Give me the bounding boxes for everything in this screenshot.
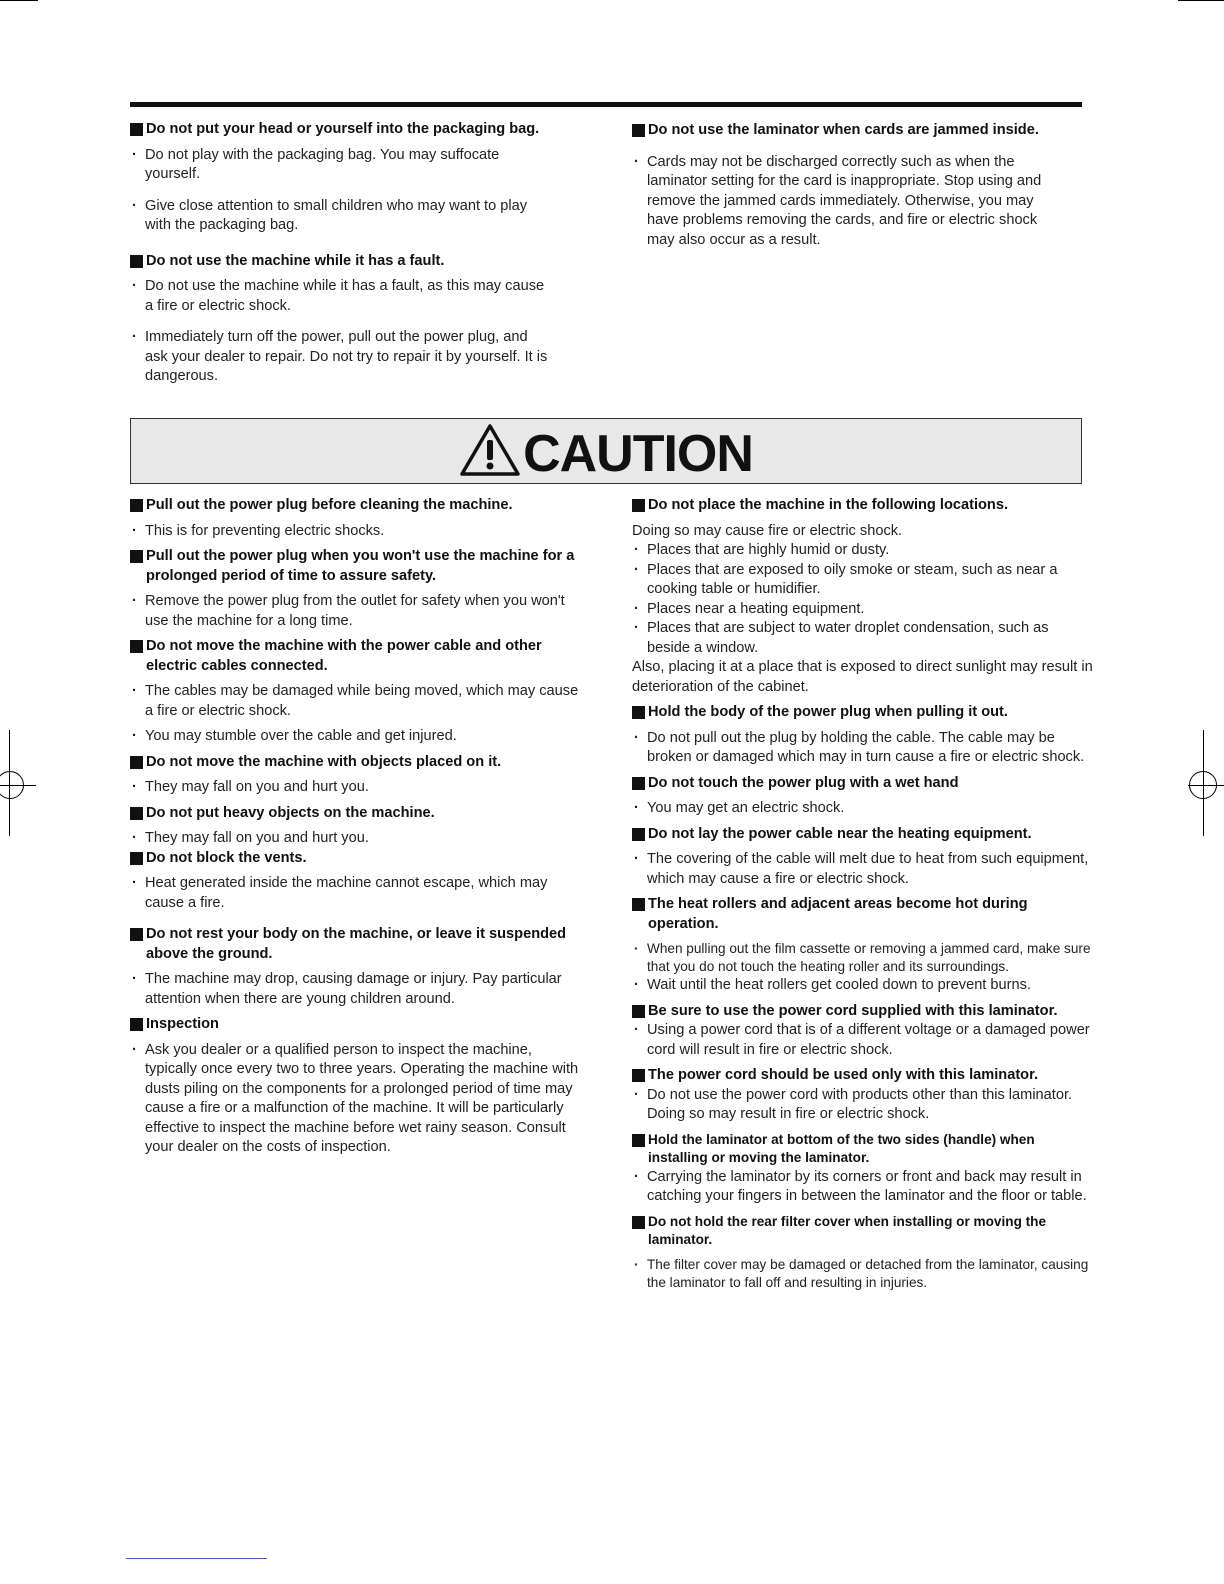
caution-left-column	[130, 496, 580, 1158]
caution-section	[130, 753, 580, 798]
section-heading: Do not rest your body on the machine, or leave it suspended above the ground.	[130, 925, 580, 964]
bullet-item: · Do not pull out the plug by holding the cable. The cable may be broken or damaged which may in turn cause a fire or electric shock.	[632, 729, 1094, 768]
warning-triangle-icon	[459, 423, 521, 477]
caution-section	[632, 1002, 1094, 1061]
bullet-item: · Do not use the power cord with products other than this laminator. Doing so may result in fire or electric shock.	[632, 1086, 1094, 1125]
square-bullet-icon	[130, 928, 143, 941]
warning-section	[632, 121, 1052, 250]
section-heading: Do not place the machine in the following locations.	[632, 496, 1094, 516]
square-bullet-icon	[632, 1005, 645, 1018]
bullet-item: · When pulling out the film cassette or removing a jammed card, make sure that you do not touch the heating roller and its surroundings.	[632, 940, 1094, 976]
bullet-item: · The cables may be damaged while being moved, which may cause a fire or electric shock.	[130, 682, 580, 721]
bullet-item: · They may fall on you and hurt you.	[130, 778, 580, 798]
outro-text: Also, placing it at a place that is exposed to direct sunlight may result in deterioration of the cabinet.	[632, 659, 1093, 695]
caution-title: CAUTION	[523, 425, 753, 483]
section-heading: Do not hold the rear filter cover when installing or moving the laminator.	[632, 1213, 1094, 1250]
bullet-item: · Using a power cord that is of a different voltage or a damaged power cord will result in fire or electric shock.	[632, 1021, 1094, 1060]
caution-section	[130, 849, 580, 914]
square-bullet-icon	[130, 123, 143, 136]
caution-banner	[130, 418, 1082, 484]
caution-section	[632, 895, 1094, 996]
square-bullet-icon	[632, 828, 645, 841]
registration-mark	[0, 771, 24, 799]
section-heading: The heat rollers and adjacent areas become hot during operation.	[632, 895, 1094, 934]
caution-section	[130, 804, 580, 849]
square-bullet-icon	[632, 898, 645, 911]
warning-section	[130, 120, 550, 236]
square-bullet-icon	[130, 1018, 143, 1031]
top-rule	[130, 102, 1082, 107]
top-left-column	[130, 120, 550, 387]
caution-section	[632, 1213, 1094, 1293]
caution-section	[130, 1015, 580, 1158]
section-heading: The power cord should be used only with this laminator.	[632, 1066, 1094, 1086]
square-bullet-icon	[632, 777, 645, 790]
bullet-item: · They may fall on you and hurt you.	[130, 829, 580, 849]
square-bullet-icon	[130, 852, 143, 865]
bullet-item: · Cards may not be discharged correctly such as when the laminator setting for the card is inappropriate. Stop using and remove the jammed cards immediately. Otherwise, you may have problems removing the cards, and fire or electric shock may also occur as a result.	[632, 153, 1052, 251]
bullet-item: · You may get an electric shock.	[632, 799, 1094, 819]
bullet-item: · Give close attention to small children who may want to play with the packaging bag.	[130, 197, 550, 236]
bullet-item: · Places that are exposed to oily smoke or steam, such as near a cooking table or humidifier.	[632, 561, 1094, 600]
square-bullet-icon	[130, 255, 143, 268]
section-heading: Do not touch the power plug with a wet hand	[632, 774, 1094, 794]
bullet-item: · The filter cover may be damaged or detached from the laminator, causing the laminator to fall off and resulting in injuries.	[632, 1256, 1094, 1293]
section-heading: Be sure to use the power cord supplied with this laminator.	[632, 1002, 1094, 1022]
section-heading: Pull out the power plug before cleaning the machine.	[130, 496, 580, 516]
crop-mark	[1178, 0, 1224, 1]
caution-section	[632, 774, 1094, 819]
caution-section	[632, 825, 1094, 890]
section-heading: Do not use the machine while it has a fault.	[130, 252, 550, 272]
square-bullet-icon	[632, 706, 645, 719]
intro-text: Doing so may cause fire or electric shock.	[632, 522, 903, 539]
section-heading: Do not move the machine with the power cable and other electric cables connected.	[130, 637, 580, 676]
square-bullet-icon	[130, 640, 143, 653]
caution-section	[130, 925, 580, 1009]
caution-right-column	[632, 496, 1094, 1293]
section-heading: Do not use the laminator when cards are jammed inside.	[632, 121, 1052, 141]
footer-rule	[126, 1558, 267, 1559]
bullet-item: · Do not use the machine while it has a fault, as this may cause a fire or electric shock.	[130, 277, 550, 316]
caution-section	[130, 637, 580, 747]
section-heading: Do not move the machine with objects placed on it.	[130, 753, 580, 773]
bullet-item: · You may stumble over the cable and get injured.	[130, 727, 580, 747]
square-bullet-icon	[130, 756, 143, 769]
registration-mark	[1189, 771, 1217, 799]
bullet-item: · Wait until the heat rollers get cooled down to prevent burns.	[632, 976, 1094, 996]
caution-section	[632, 1131, 1094, 1207]
section-heading: Hold the laminator at bottom of the two sides (handle) when installing or moving the laminator.	[632, 1131, 1094, 1168]
caution-section	[632, 1066, 1094, 1125]
caution-section	[130, 496, 580, 541]
bullet-item: · The machine may drop, causing damage or injury. Pay particular attention when there are young children around.	[130, 970, 580, 1009]
section-heading: Inspection	[130, 1015, 580, 1035]
bullet-item: · Heat generated inside the machine cannot escape, which may cause a fire.	[130, 874, 580, 913]
square-bullet-icon	[632, 1069, 645, 1082]
bullet-item: · Do not play with the packaging bag. You may suffocate yourself.	[130, 146, 550, 185]
square-bullet-icon	[632, 1216, 645, 1229]
square-bullet-icon	[632, 1134, 645, 1147]
section-heading: Do not lay the power cable near the heating equipment.	[632, 825, 1094, 845]
bullet-item: · Remove the power plug from the outlet for safety when you won't use the machine for a long time.	[130, 592, 580, 631]
bullet-item: · The covering of the cable will melt due to heat from such equipment, which may cause a fire or electric shock.	[632, 850, 1094, 889]
section-heading: Hold the body of the power plug when pulling it out.	[632, 703, 1094, 723]
crop-mark	[0, 0, 38, 1]
bullet-item: · Carrying the laminator by its corners or front and back may result in catching your fingers in between the laminator and the floor or table.	[632, 1168, 1094, 1207]
bullet-item: · Ask you dealer or a qualified person to inspect the machine, typically once every two to three years. Operating the machine with dusts piling on the components for a prolonged period of time may cause a fire or a malfunction of the machine. It will be particularly effective to inspect the machine before wet rainy season. Consult your dealer on the costs of inspection.	[130, 1041, 580, 1158]
square-bullet-icon	[632, 124, 645, 137]
section-heading: Do not put heavy objects on the machine.	[130, 804, 580, 824]
section-heading: Do not put your head or yourself into the packaging bag.	[130, 120, 550, 140]
square-bullet-icon	[130, 499, 143, 512]
section-heading: Do not block the vents.	[130, 849, 580, 869]
bullet-item: · This is for preventing electric shocks.	[130, 522, 580, 542]
square-bullet-icon	[130, 807, 143, 820]
bullet-item: · Immediately turn off the power, pull out the power plug, and ask your dealer to repair. Do not try to repair it by yourself. It is dangerous.	[130, 328, 550, 387]
caution-section	[632, 703, 1094, 768]
bullet-item: · Places that are highly humid or dusty.	[632, 541, 1094, 561]
warning-section	[130, 252, 550, 387]
square-bullet-icon	[632, 499, 645, 512]
square-bullet-icon	[130, 550, 143, 563]
bullet-item: · Places near a heating equipment.	[632, 600, 1094, 620]
top-right-column	[632, 121, 1052, 250]
caution-section	[130, 547, 580, 631]
caution-section	[632, 496, 1094, 697]
section-heading: Pull out the power plug when you won't use the machine for a prolonged period of time to assure safety.	[130, 547, 580, 586]
bullet-item: · Places that are subject to water droplet condensation, such as beside a window.	[632, 619, 1094, 658]
